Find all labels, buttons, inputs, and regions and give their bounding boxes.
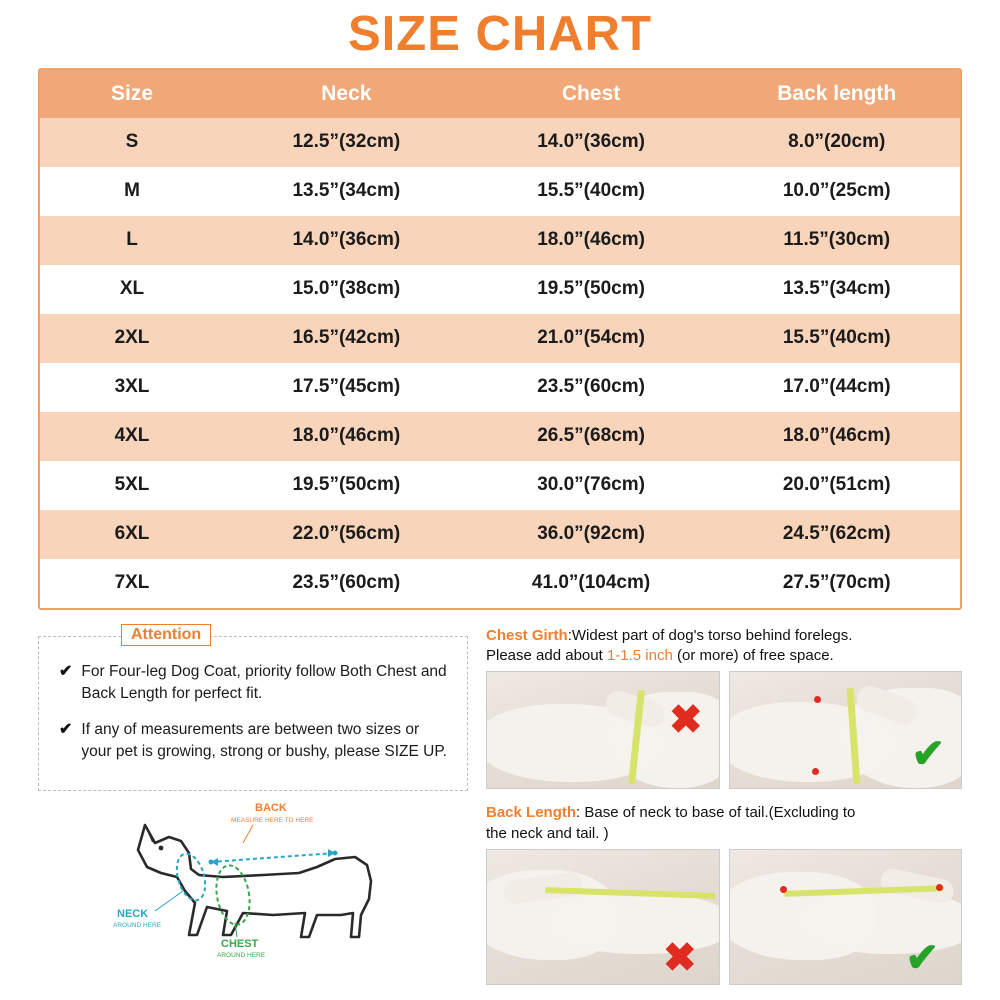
- cell-back-length: 18.0”(46cm): [713, 412, 960, 461]
- attention-label: Attention: [121, 624, 211, 646]
- cell-size: 2XL: [40, 314, 224, 363]
- table-row: [40, 363, 960, 412]
- cell-back-length: 11.5”(30cm): [713, 216, 960, 265]
- cell-neck: 16.5”(42cm): [224, 314, 469, 363]
- back-length-line2: the neck and tail. ): [486, 824, 609, 842]
- cell-chest: 15.5”(40cm): [469, 167, 714, 216]
- column-header-size: Size: [40, 70, 224, 118]
- chest-girth-rest: :Widest part of dog's torso behind forelegs.: [567, 626, 853, 644]
- correct-mark-icon: ✔: [911, 732, 945, 777]
- back-wrong-photo: [486, 849, 720, 985]
- cell-chest: 30.0”(76cm): [469, 461, 714, 510]
- size-table: [40, 70, 960, 608]
- chest-measure-loop: [212, 863, 254, 928]
- attention-box: [38, 625, 468, 791]
- attention-item: [59, 719, 453, 763]
- cell-chest: 21.0”(54cm): [469, 314, 714, 363]
- back-measure-line: [211, 853, 335, 862]
- chest-photo-row: [486, 671, 962, 789]
- table-row: [40, 461, 960, 510]
- table-row: [40, 167, 960, 216]
- cell-size: S: [40, 118, 224, 167]
- chest-girth-title: Chest Girth: [486, 626, 568, 644]
- right-column: [486, 626, 962, 985]
- cell-back-length: 15.5”(40cm): [713, 314, 960, 363]
- attention-item-text: For Four-leg Dog Coat, priority follow Both Chest and Back Length for perfect fit.: [81, 662, 447, 702]
- wrong-mark-icon: ✖: [668, 698, 703, 743]
- left-column: [38, 626, 468, 985]
- cell-chest: 36.0”(92cm): [469, 510, 714, 559]
- cell-size: 5XL: [40, 461, 224, 510]
- back-photo-row: [486, 849, 962, 985]
- table-row: [40, 314, 960, 363]
- back-length-rest: : Base of neck to base of tail.(Excluding to: [576, 804, 856, 822]
- cell-chest: 41.0”(104cm): [469, 559, 714, 608]
- cell-chest: 26.5”(68cm): [469, 412, 714, 461]
- cell-back-length: 10.0”(25cm): [713, 167, 960, 216]
- diagram-chest-sublabel: AROUND HERE: [217, 951, 266, 959]
- cell-back-length: 20.0”(51cm): [713, 461, 960, 510]
- cell-back-length: 17.0”(44cm): [713, 363, 960, 412]
- chest-correct-photo: [729, 671, 963, 789]
- correct-mark-icon: ✔: [905, 935, 939, 980]
- dog-outline-icon: [103, 795, 403, 960]
- cell-neck: 22.0”(56cm): [224, 510, 469, 559]
- back-length-description: [486, 803, 962, 844]
- cell-neck: 23.5”(60cm): [224, 559, 469, 608]
- column-header-back-length: Back length: [713, 70, 960, 118]
- table-row: [40, 118, 960, 167]
- chest-girth-description: [486, 626, 962, 667]
- cell-back-length: 8.0”(20cm): [713, 118, 960, 167]
- table-row: [40, 559, 960, 608]
- table-row: [40, 412, 960, 461]
- wrong-mark-icon: ✖: [662, 935, 697, 980]
- cell-chest: 23.5”(60cm): [469, 363, 714, 412]
- cell-size: 4XL: [40, 412, 224, 461]
- lower-section: [38, 626, 962, 985]
- cell-size: 6XL: [40, 510, 224, 559]
- attention-item: [59, 661, 453, 705]
- cell-neck: 14.0”(36cm): [224, 216, 469, 265]
- cell-back-length: 27.5”(70cm): [713, 559, 960, 608]
- cell-size: 3XL: [40, 363, 224, 412]
- chest-girth-line2-post: (or more) of free space.: [672, 647, 834, 665]
- cell-neck: 17.5”(45cm): [224, 363, 469, 412]
- cell-size: XL: [40, 265, 224, 314]
- diagram-back-label: BACK: [255, 801, 287, 814]
- chest-girth-line2-pre: Please add about: [486, 647, 607, 665]
- back-length-title: Back Length: [486, 804, 577, 822]
- cell-size: M: [40, 167, 224, 216]
- cell-back-length: 24.5”(62cm): [713, 510, 960, 559]
- page-title: SIZE CHART: [348, 7, 652, 61]
- cell-neck: 18.0”(46cm): [224, 412, 469, 461]
- check-icon: ✔: [59, 662, 73, 680]
- cell-size: 7XL: [40, 559, 224, 608]
- size-table-container: [38, 68, 962, 610]
- back-correct-photo: [729, 849, 963, 985]
- cell-neck: 19.5”(50cm): [224, 461, 469, 510]
- column-header-chest: Chest: [469, 70, 714, 118]
- diagram-back-sublabel: MEASURE HERE TO HERE: [231, 816, 314, 824]
- diagram-neck-sublabel: AROUND HERE: [113, 921, 162, 929]
- diagram-neck-label: NECK: [117, 907, 149, 920]
- cell-chest: 18.0”(46cm): [469, 216, 714, 265]
- cell-back-length: 13.5”(34cm): [713, 265, 960, 314]
- cell-neck: 15.0”(38cm): [224, 265, 469, 314]
- table-row: [40, 265, 960, 314]
- diagram-chest-label: CHEST: [221, 937, 259, 950]
- check-icon: ✔: [59, 720, 73, 738]
- dog-measurement-diagram: [38, 795, 468, 960]
- chest-wrong-photo: [486, 671, 720, 789]
- chest-girth-highlight: 1-1.5 inch: [606, 647, 673, 665]
- attention-item-text: If any of measurements are between two sizes or your pet is growing, strong or bushy, please SIZE UP.: [81, 720, 447, 760]
- cell-chest: 19.5”(50cm): [469, 265, 714, 314]
- cell-neck: 13.5”(34cm): [224, 167, 469, 216]
- cell-size: L: [40, 216, 224, 265]
- table-header-row: [40, 70, 960, 118]
- table-row: [40, 216, 960, 265]
- table-row: [40, 510, 960, 559]
- cell-chest: 14.0”(36cm): [469, 118, 714, 167]
- column-header-neck: Neck: [224, 70, 469, 118]
- cell-neck: 12.5”(32cm): [224, 118, 469, 167]
